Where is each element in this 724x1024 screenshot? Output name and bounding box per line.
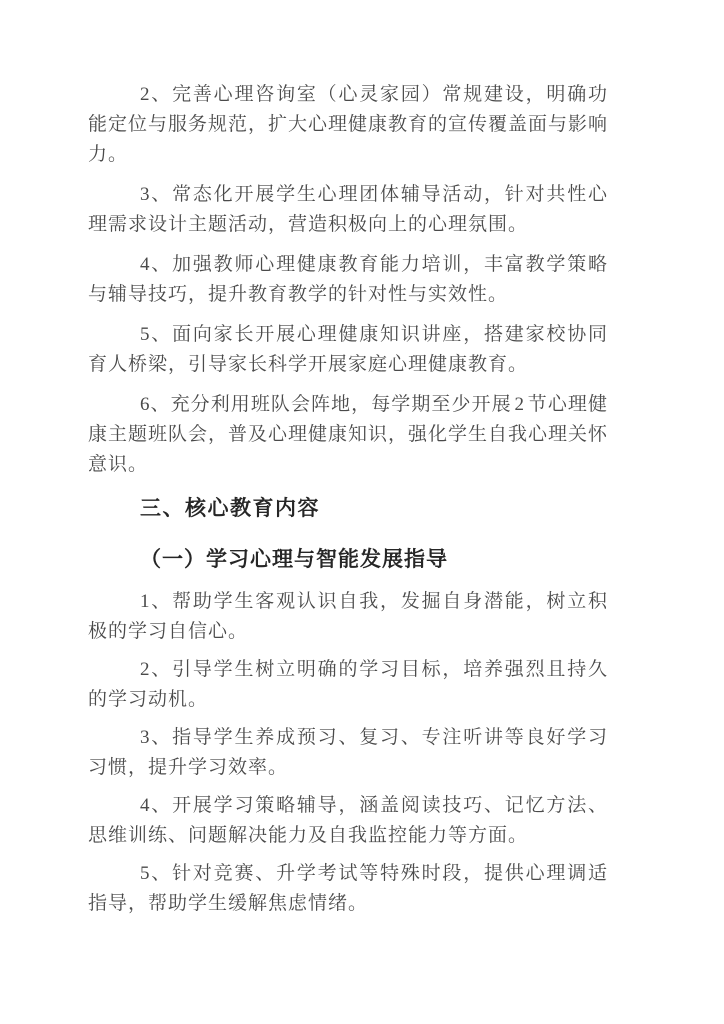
subsection-paragraph-3: 3、指导学生养成预习、复习、专注听讲等良好学习习惯，提升学习效率。 bbox=[88, 727, 608, 778]
subsection-heading: （一）学习心理与智能发展指导 bbox=[140, 548, 448, 571]
document-content bbox=[88, 0, 608, 927]
paragraph-6: 6、充分利用班队会阵地，每学期至少开展 2 节心理健康主题班队会，普及心理健康知识，强化学生自我心理关怀意识。 bbox=[88, 394, 609, 475]
subsection-paragraph-2: 2、引导学生树立明确的学习目标，培养强烈且持久的学习动机。 bbox=[88, 659, 608, 710]
paragraph-4: 4、加强教师心理健康教育能力培训，丰富教学策略与辅导技巧，提升教育教学的针对性与实效性。 bbox=[88, 254, 608, 305]
paragraph-3: 3、常态化开展学生心理团体辅导活动，针对共性心理需求设计主题活动，营造积极向上的心理氛围。 bbox=[88, 184, 608, 235]
subsection-body bbox=[88, 587, 608, 919]
paragraph-5: 5、面向家长开展心理健康知识讲座，搭建家校协同育人桥梁，引导家长科学开展家庭心理健康教育。 bbox=[88, 324, 608, 375]
section-heading: 三、核心教育内容 bbox=[140, 496, 320, 520]
subsection-paragraph-5: 5、针对竞赛、升学考试等特殊时段，提供心理调适指导，帮助学生缓解焦虑情绪。 bbox=[88, 863, 608, 914]
subsection-paragraph-1: 1、帮助学生客观认识自我，发掘自身潜能，树立积极的学习自信心。 bbox=[88, 591, 608, 642]
paragraph-2: 2、完善心理咨询室（心灵家园）常规建设，明确功能定位与服务规范，扩大心理健康教育的宣传覆盖面与影响力。 bbox=[88, 84, 609, 165]
subsection-paragraph-4: 4、开展学习策略辅导，涵盖阅读技巧、记忆方法、思维训练、问题解决能力及自我监控能力等方面。 bbox=[88, 795, 608, 846]
